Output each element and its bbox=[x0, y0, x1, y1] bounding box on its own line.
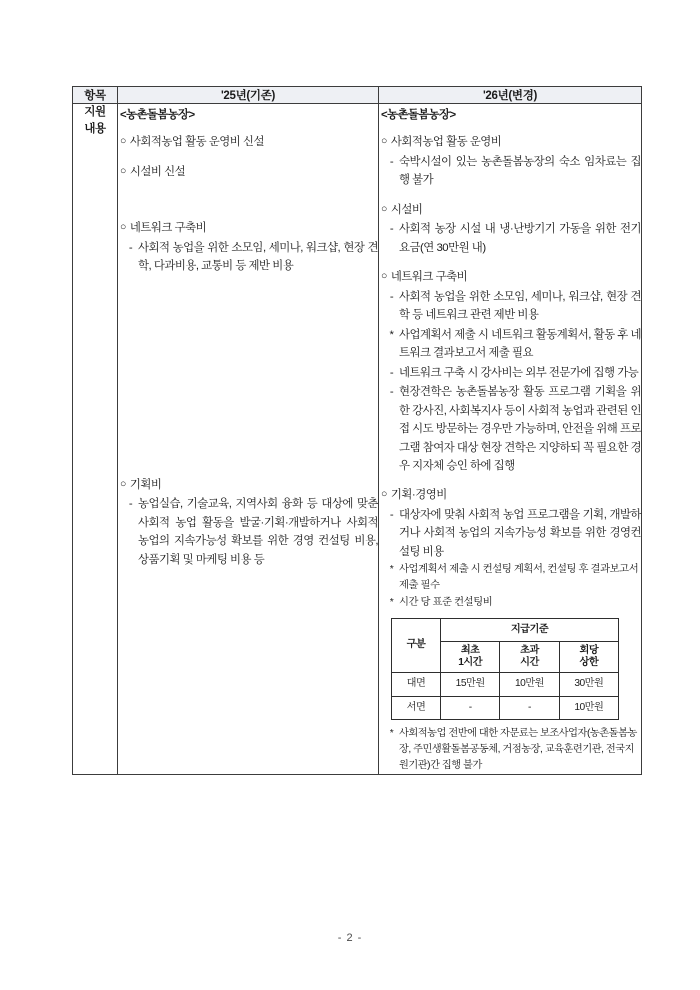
asterisk-marker-icon: * bbox=[389, 564, 394, 576]
rate-header-cap bbox=[559, 642, 618, 673]
rate-header-cap-line1: 회당 bbox=[579, 645, 599, 657]
old-item-2-title: 시설비 신설 bbox=[129, 165, 186, 178]
old-item-4-detail-1 bbox=[126, 495, 378, 569]
row-label-line-1: 지원 bbox=[84, 106, 106, 118]
spacer bbox=[118, 431, 378, 440]
header-year-2025: '25년(기존) bbox=[118, 87, 379, 104]
new-item-3-detail-2-text: 사업계획서 제출 시 네트워크 활동계획서, 활동 후 네트워크 결과보고서 제출 필요 bbox=[399, 328, 641, 360]
rate-row-1-cap: 30만원 bbox=[559, 673, 618, 697]
rate-table-header-row-1 bbox=[392, 618, 619, 642]
new-item-4-detail-1 bbox=[387, 506, 641, 561]
rate-header-cap-line2: 상한 bbox=[579, 657, 599, 669]
new-item-3-detail-4 bbox=[387, 383, 641, 475]
rate-row-1-first-hour: 15만원 bbox=[441, 673, 500, 697]
new-item-4-detail-2-text: 사업계획서 제출 시 컨설팅 계획서, 컨설팅 후 결과보고서 제출 필수 bbox=[399, 564, 639, 592]
rate-header-gubun: 구분 bbox=[392, 618, 441, 673]
consulting-footnote-text: 사회적농업 전반에 대한 자문료는 보조사업자(농촌돌봄농장, 주민생활돌봄공동체, 거점농장, 교육훈련기관, 전국지원기관)간 집행 불가 bbox=[399, 728, 637, 771]
dash-marker-icon: - bbox=[389, 290, 394, 303]
spacer bbox=[118, 287, 378, 296]
new-item-4-detail-1-text: 대상자에 맞춰 사회적 농업 프로그램을 기획, 개발하거나 사회적 농업의 지속가능성 확보를 위한 경영컨설팅 비용 bbox=[399, 508, 641, 558]
spacer bbox=[118, 368, 378, 377]
new-item-3-detail-3 bbox=[387, 364, 641, 382]
spacer bbox=[118, 467, 378, 476]
old-item-4-title: 기획비 bbox=[129, 478, 162, 491]
cell-2026-content bbox=[379, 104, 642, 775]
new-item-2-title: 시설비 bbox=[390, 203, 423, 216]
old-item-1-title: 사회적농업 활동 운영비 신설 bbox=[129, 136, 264, 149]
rate-row-1-label: 대면 bbox=[392, 673, 441, 697]
spacer bbox=[118, 210, 378, 219]
rate-row-2-label: 서면 bbox=[392, 696, 441, 720]
new-item-4-title: 기획·경영비 bbox=[390, 489, 447, 502]
page-number: - 2 - bbox=[337, 932, 363, 944]
asterisk-marker-icon: * bbox=[389, 597, 394, 609]
rate-table-row-inperson bbox=[392, 673, 619, 697]
old-item-3-detail-1 bbox=[126, 239, 378, 276]
old-item-1 bbox=[120, 133, 378, 151]
old-item-4 bbox=[120, 476, 378, 494]
new-section-title: <농촌돌봄농장> bbox=[381, 109, 456, 121]
spacer bbox=[118, 359, 378, 368]
circle-marker-icon: ○ bbox=[381, 202, 387, 215]
consulting-footnote bbox=[387, 726, 641, 773]
new-block-operating-cost bbox=[379, 133, 641, 189]
new-item-1-detail-1-text: 숙박시설이 있는 농촌돌봄농장의 숙소 임차료는 집행 불가 bbox=[399, 155, 641, 187]
new-item-2 bbox=[381, 201, 641, 219]
old-item-3-detail-1-text: 사회적 농업을 위한 소모임, 세미나, 워크샵, 현장 견학, 다과비용, 교통비 등 제반 비용 bbox=[138, 241, 378, 273]
rate-row-2-cap: 10만원 bbox=[559, 696, 618, 720]
old-block-network-cost bbox=[118, 219, 378, 275]
new-item-3-detail-1-text: 사회적 농업을 위한 소모임, 세미나, 워크샵, 현장 견학 등 네트워크 관련 제반 비용 bbox=[399, 290, 641, 322]
rate-header-extra-hour bbox=[500, 642, 559, 673]
rate-row-2-extra-hour: - bbox=[500, 696, 559, 720]
old-item-2 bbox=[120, 163, 378, 181]
new-item-3-detail-1 bbox=[387, 288, 641, 325]
dash-marker-icon: - bbox=[128, 241, 133, 254]
spacer bbox=[118, 305, 378, 314]
new-item-3-detail-3-text: 네트워크 구축 시 강사비는 외부 전문가에 집행 가능 bbox=[399, 366, 639, 379]
cell-2025-content bbox=[118, 104, 379, 775]
asterisk-marker-icon: * bbox=[389, 328, 394, 341]
dash-marker-icon: - bbox=[389, 223, 394, 236]
rate-row-2-first-hour: - bbox=[441, 696, 500, 720]
asterisk-marker-icon: * bbox=[389, 728, 394, 740]
new-item-1-detail-1 bbox=[387, 153, 641, 190]
circle-marker-icon: ○ bbox=[120, 477, 126, 490]
circle-marker-icon: ○ bbox=[381, 270, 387, 283]
row-label-support-content bbox=[73, 104, 118, 775]
new-item-4-detail-3-text: 시간 당 표준 컨설팅비 bbox=[399, 597, 493, 609]
new-block-network-cost bbox=[379, 268, 641, 475]
spacer bbox=[118, 413, 378, 422]
comparison-table bbox=[72, 86, 642, 775]
new-item-2-detail-1-text: 사회적 농장 시설 내 냉·난방기기 가동을 위한 전기요금(연 30만원 내) bbox=[399, 223, 641, 254]
dash-marker-icon: - bbox=[389, 508, 394, 521]
spacer bbox=[118, 377, 378, 386]
rate-table-row-written bbox=[392, 696, 619, 720]
circle-marker-icon: ○ bbox=[381, 135, 387, 148]
new-item-4-detail-2 bbox=[387, 562, 641, 594]
dash-marker-icon: - bbox=[389, 386, 394, 399]
header-year-2026: '26년(변경) bbox=[379, 87, 642, 104]
new-item-2-detail-1 bbox=[387, 220, 641, 257]
circle-marker-icon: ○ bbox=[120, 221, 126, 234]
old-item-3 bbox=[120, 219, 378, 237]
old-block-facility-cost bbox=[118, 163, 378, 181]
new-block-planning-management-cost bbox=[379, 486, 641, 773]
spacer bbox=[118, 440, 378, 449]
table-row bbox=[73, 104, 642, 775]
circle-marker-icon: ○ bbox=[381, 488, 387, 501]
new-item-3-detail-4-text: 현장견학은 농촌돌봄농장 활동 프로그램 기획을 위한 강사진, 사회복지사 등이 사회적 농업과 관련된 인접 시도 방문하는 경우만 가능하며, 안전을 위해 프로그램 참여자 대상 현장 견학은 지양하되 꼭 필요한 경우 지자체 승인 하에 집행 bbox=[399, 386, 641, 472]
new-item-3 bbox=[381, 268, 641, 286]
new-block-facility-cost bbox=[379, 201, 641, 257]
spacer bbox=[118, 422, 378, 431]
new-item-1 bbox=[381, 133, 641, 151]
rate-header-extra-hour-line2: 시간 bbox=[520, 657, 539, 669]
spacer bbox=[118, 350, 378, 359]
table-header-row bbox=[73, 87, 642, 104]
dash-marker-icon: - bbox=[389, 366, 394, 379]
circle-marker-icon: ○ bbox=[120, 164, 126, 177]
consulting-rate-table-wrapper bbox=[391, 618, 641, 721]
new-item-3-detail-2 bbox=[387, 326, 641, 363]
consulting-rate-table bbox=[391, 618, 619, 721]
circle-marker-icon: ○ bbox=[120, 135, 126, 148]
old-item-3-title: 네트워크 구축비 bbox=[129, 222, 207, 235]
rate-header-first-hour-line1: 최초 bbox=[460, 645, 480, 657]
spacer bbox=[118, 296, 378, 305]
old-section-title: <농촌돌봄농장> bbox=[120, 109, 195, 121]
spacer bbox=[118, 458, 378, 467]
rate-header-first-hour-line2: 1시간 bbox=[458, 657, 483, 669]
dash-marker-icon: - bbox=[128, 498, 133, 511]
rate-row-1-extra-hour: 10만원 bbox=[500, 673, 559, 697]
spacer bbox=[118, 395, 378, 404]
new-item-1-title: 사회적농업 활동 운영비 bbox=[390, 136, 502, 149]
spacer bbox=[118, 323, 378, 332]
spacer bbox=[118, 449, 378, 458]
new-item-4 bbox=[381, 486, 641, 504]
new-item-3-title: 네트워크 구축비 bbox=[390, 271, 468, 284]
old-block-operating-cost bbox=[118, 133, 378, 151]
dash-marker-icon: - bbox=[389, 155, 394, 168]
spacer bbox=[118, 201, 378, 210]
spacer bbox=[118, 341, 378, 350]
spacer bbox=[118, 404, 378, 413]
new-item-4-detail-3 bbox=[387, 595, 641, 611]
old-item-4-detail-1-text: 농업실습, 기술교육, 지역사회 융화 등 대상에 맞춘 사회적 농업 활동을 발굴·기획·개발하거나 사회적 농업의 지속가능성 확보를 위한 경영 컨설팅 비용, 상품기획 및 마케팅 비용 등 bbox=[138, 498, 378, 566]
old-block-planning-cost bbox=[118, 476, 378, 569]
spacer bbox=[118, 192, 378, 201]
rate-header-group: 지급기준 bbox=[441, 618, 619, 642]
header-item: 항목 bbox=[73, 87, 118, 104]
row-label-line-2: 내용 bbox=[84, 122, 106, 135]
rate-header-first-hour bbox=[441, 642, 500, 673]
rate-header-extra-hour-line1: 초과 bbox=[520, 645, 539, 657]
spacer bbox=[118, 314, 378, 323]
spacer bbox=[118, 386, 378, 395]
spacer bbox=[118, 332, 378, 341]
